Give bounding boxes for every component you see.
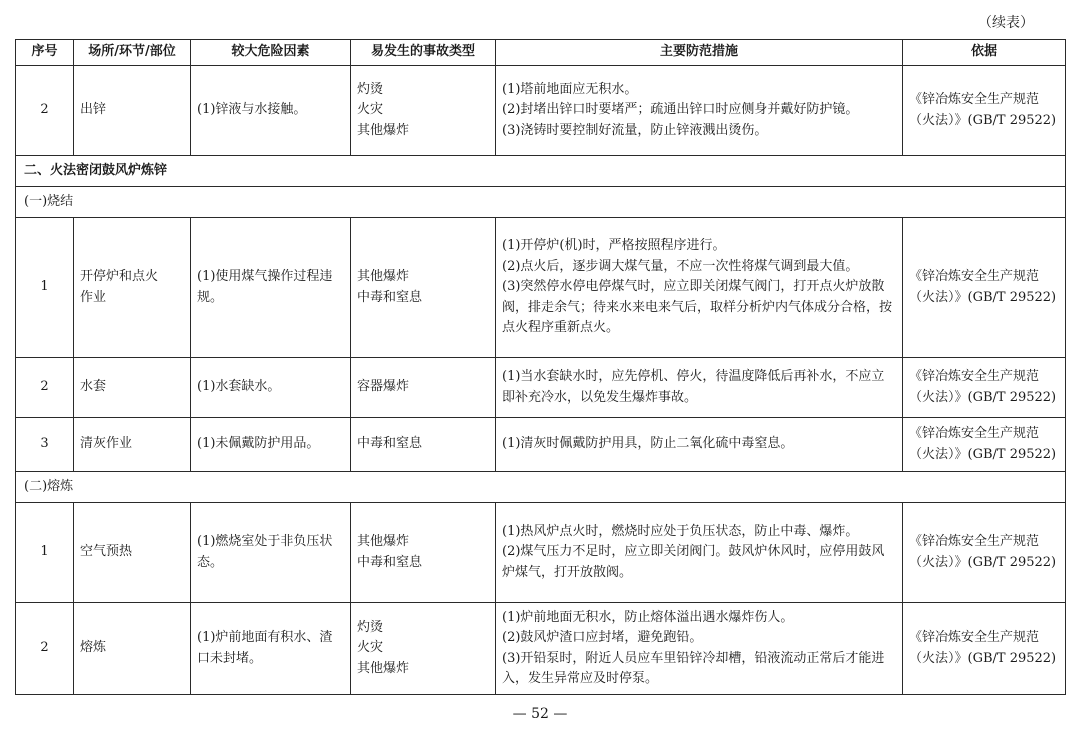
basis-cell-line: （火法）》(GB/T 29522) — [909, 112, 1057, 128]
measures-cell-line: (2)封堵出锌口时要堵严；疏通出锌口时应侧身并戴好防护镜。 — [502, 102, 859, 118]
basis-cell — [903, 503, 1066, 603]
accident-type-cell — [351, 218, 496, 358]
table-row — [16, 503, 1066, 603]
measures-cell-line: (2)鼓风炉渣口应封堵，避免跑铅。 — [502, 630, 703, 645]
place-cell — [74, 358, 191, 418]
section-heading: 二、火法密闭鼓风炉炼锌 — [16, 156, 1066, 187]
risk-factor-cell — [191, 503, 351, 603]
measures-cell-line: (3)浇铸时要控制好流量，防止锌液溅出烫伤。 — [502, 122, 768, 138]
place-cell — [74, 503, 191, 603]
basis-cell-line: （火法）》(GB/T 29522) — [909, 389, 1057, 405]
place-cell-line: 出锌 — [80, 102, 107, 118]
measures-cell-line: (1)炉前地面无积水，防止熔体溢出遇水爆炸伤人。 — [502, 609, 794, 625]
row-index: 2 — [16, 603, 74, 695]
place-cell-line: 开停炉和点火 — [80, 269, 159, 284]
table-row — [16, 66, 1066, 156]
row-index: 3 — [16, 418, 74, 472]
place-cell — [74, 603, 191, 695]
place-cell — [74, 218, 191, 358]
basis-cell — [903, 603, 1066, 695]
row-index: 2 — [16, 66, 74, 156]
header-place: 场所/环节/部位 — [74, 40, 191, 66]
basis-cell-line: 《锌冶炼安全生产规范 — [909, 92, 1040, 107]
risk-factor-cell-line: (1)未佩戴防护用品。 — [197, 436, 320, 452]
accident-type-cell-line: 灼烫 — [357, 619, 384, 635]
place-cell-line: 作业 — [80, 289, 107, 305]
subsection-heading-row — [16, 187, 1066, 218]
place-cell — [74, 418, 191, 472]
accident-type-cell-line: 中毒和窒息 — [357, 289, 423, 305]
subsection-heading: (二)熔炼 — [16, 472, 1066, 503]
accident-type-cell-line: 火灾 — [357, 640, 384, 656]
measures-cell — [496, 358, 903, 418]
measures-cell-line: (2)点火后，逐步调大煤气量，不应一次性将煤气调到最大值。 — [502, 258, 859, 274]
measures-cell — [496, 66, 903, 156]
basis-cell-line: （火法）》(GB/T 29522) — [909, 554, 1057, 570]
header-risk-factor: 较大危险因素 — [191, 40, 351, 66]
risk-factor-cell — [191, 218, 351, 358]
measures-cell-line: (1)清灰时佩戴防护用具，防止二氧化硫中毒窒息。 — [502, 436, 794, 452]
place-cell-line: 空气预热 — [80, 544, 133, 560]
basis-cell-line: （火法）》(GB/T 29522) — [909, 289, 1057, 305]
row-index: 2 — [16, 358, 74, 418]
risk-factor-cell — [191, 66, 351, 156]
hazard-table — [15, 39, 1066, 695]
accident-type-cell-line: 容器爆炸 — [357, 379, 410, 395]
table-row — [16, 603, 1066, 695]
header-measures: 主要防范措施 — [496, 40, 903, 66]
accident-type-cell-line: 其他爆炸 — [357, 534, 410, 549]
table-row — [16, 218, 1066, 358]
basis-cell-line: 《锌冶炼安全生产规范 — [909, 426, 1040, 441]
measures-cell-line: (1)塔前地面应无积水。 — [502, 81, 638, 97]
risk-factor-cell-line: (1)炉前地面有积水、渣口未封堵。 — [197, 630, 333, 666]
accident-type-cell-line: 中毒和窒息 — [357, 554, 423, 570]
risk-factor-cell — [191, 358, 351, 418]
subsection-heading-row — [16, 472, 1066, 503]
place-cell-line: 水套 — [80, 379, 107, 395]
accident-type-cell-line: 中毒和窒息 — [357, 436, 423, 452]
table-row — [16, 358, 1066, 418]
measures-cell — [496, 418, 903, 472]
measures-cell — [496, 218, 903, 358]
basis-cell-line: （火法）》(GB/T 29522) — [909, 446, 1057, 462]
measures-cell-line: (3)开铅泵时，附近人员应车里铅锌冷却槽，铅液流动正常后才能进入，发生异常应及时停泵。 — [502, 650, 885, 686]
page-number: — 52 — — [512, 706, 568, 722]
measures-cell-line: (3)突然停水停电停煤气时，应立即关闭煤气阀门，打开点火炉放散阀，排走余气；待来水来电来气后，取样分析炉内气体成分合格，按点火程序重新点火。 — [502, 279, 893, 336]
measures-cell — [496, 603, 903, 695]
accident-type-cell — [351, 418, 496, 472]
section-heading-row — [16, 156, 1066, 187]
measures-cell-line: (2)煤气压力不足时，应立即关闭阀门。鼓风炉休风时，应停用鼓风炉煤气，打开放散阀。 — [502, 544, 885, 580]
measures-cell — [496, 503, 903, 603]
basis-cell-line: 《锌冶炼安全生产规范 — [909, 534, 1040, 549]
basis-cell-line: 《锌冶炼安全生产规范 — [909, 369, 1040, 384]
accident-type-cell-line: 其他爆炸 — [357, 660, 410, 676]
accident-type-cell — [351, 358, 496, 418]
row-index: 1 — [16, 218, 74, 358]
header-basis: 依据 — [903, 40, 1066, 66]
subsection-heading: (一)烧结 — [16, 187, 1066, 218]
accident-type-cell — [351, 603, 496, 695]
basis-cell-line: 《锌冶炼安全生产规范 — [909, 630, 1040, 645]
table-row — [16, 418, 1066, 472]
row-index: 1 — [16, 503, 74, 603]
basis-cell — [903, 418, 1066, 472]
risk-factor-cell — [191, 418, 351, 472]
basis-cell — [903, 66, 1066, 156]
table-header-row — [16, 40, 1066, 66]
basis-cell — [903, 358, 1066, 418]
accident-type-cell-line: 火灾 — [357, 102, 384, 118]
basis-cell-line: 《锌冶炼安全生产规范 — [909, 269, 1040, 284]
risk-factor-cell-line: (1)水套缺水。 — [197, 379, 281, 395]
risk-factor-cell-line: (1)锌液与水接触。 — [197, 102, 307, 118]
measures-cell-line: (1)热风炉点火时，燃烧时应处于负压状态，防止中毒、爆炸。 — [502, 523, 859, 539]
accident-type-cell-line: 其他爆炸 — [357, 122, 410, 138]
measures-cell-line: (1)开停炉(机)时，严格按照程序进行。 — [502, 238, 726, 254]
place-cell — [74, 66, 191, 156]
risk-factor-cell-line: (1)使用煤气操作过程违规。 — [197, 269, 333, 305]
accident-type-cell-line: 其他爆炸 — [357, 269, 410, 284]
accident-type-cell — [351, 503, 496, 603]
risk-factor-cell-line: (1)燃烧室处于非负压状态。 — [197, 534, 333, 570]
basis-cell-line: （火法）》(GB/T 29522) — [909, 650, 1057, 666]
header-index: 序号 — [16, 40, 74, 66]
accident-type-cell-line: 灼烫 — [357, 81, 384, 97]
measures-cell-line: (1)当水套缺水时，应先停机、停火，待温度降低后再补水，不应立即补充冷水，以免发生爆炸事故。 — [502, 369, 885, 405]
place-cell-line: 熔炼 — [80, 640, 107, 656]
accident-type-cell — [351, 66, 496, 156]
header-accident-type: 易发生的事故类型 — [351, 40, 496, 66]
risk-factor-cell — [191, 603, 351, 695]
basis-cell — [903, 218, 1066, 358]
continuation-note: （续表） — [978, 15, 1034, 31]
place-cell-line: 清灰作业 — [80, 436, 133, 452]
